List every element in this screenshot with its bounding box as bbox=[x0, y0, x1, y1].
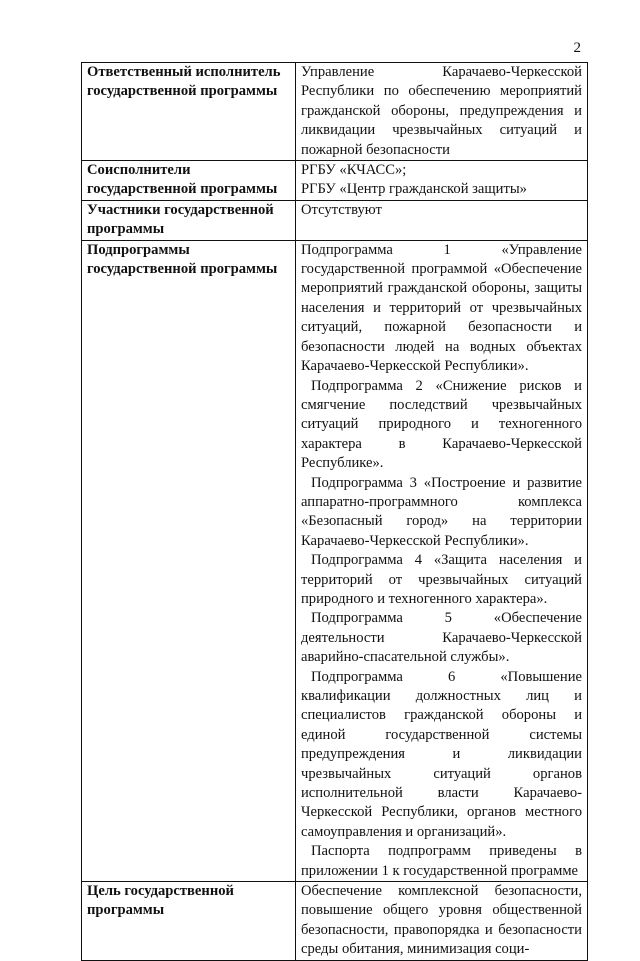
value-paragraph: РГБУ «КЧАСС»; bbox=[301, 162, 407, 179]
subprogram-6: Подпрограмма 6 «Повышение квалификации должностных лиц и специалистов гражданской обороны и единой государственной системы предупреждения и ликвидации чрезвычайных ситуаций органов исполнительной власти Карачаево-Черкесской Республики, органов местного самоуправления и организаций». bbox=[301, 668, 582, 840]
table-row-responsible-executor bbox=[82, 63, 588, 161]
subprogram-2: Подпрограмма 2 «Снижение рисков и смягчение последствий чрезвычайных ситуаций природного и техногенного характера в Карачаево-Черкесской Республике». bbox=[301, 377, 582, 472]
value-paragraph: Обеспечение комплексной безопасности, повышение общего уровня общественной безопасности, правопорядка и безопасности среды обитания, минимизация соци- bbox=[301, 883, 582, 958]
row-value bbox=[296, 882, 588, 961]
subprogram-1: Подпрограмма 1 «Управление государственной программой «Обеспечение мероприятий гражданской обороны, защиты населения и территорий от чрезвычайных ситуаций, пожарной безопасности и безопасности людей на водных объектах Карачаево-Черкесской Республики». bbox=[301, 241, 582, 375]
row-label: Подпрограммы государственной программы bbox=[82, 240, 296, 881]
row-value bbox=[296, 240, 588, 881]
row-label: Цель государственной программы bbox=[82, 882, 296, 961]
table-row-participants bbox=[82, 200, 588, 240]
value-paragraph: Отсутствуют bbox=[301, 201, 382, 218]
row-label: Соисполнители государственной программы bbox=[82, 161, 296, 201]
value-paragraph: Управление Карачаево-Черкесской Республики по обеспечению мероприятий гражданской обороны, предупреждения и ликвидации чрезвычайных ситуаций и пожарной безопасности bbox=[301, 64, 582, 158]
row-value bbox=[296, 200, 588, 240]
value-paragraph: РГБУ «Центр гражданской защиты» bbox=[301, 181, 527, 198]
subprogram-4: Подпрограмма 4 «Защита населения и территорий от чрезвычайных ситуаций природного и техногенного характера». bbox=[301, 552, 582, 607]
table-row-program-goal bbox=[82, 882, 588, 961]
row-value bbox=[296, 161, 588, 201]
program-passport-table bbox=[81, 62, 588, 961]
subprogram-5: Подпрограмма 5 «Обеспечение деятельности Карачаево-Черкесской аварийно-спасательной службы». bbox=[301, 610, 582, 666]
table-row-subprograms bbox=[82, 240, 588, 881]
table-row-co-executors bbox=[82, 161, 588, 201]
row-label: Ответственный исполнитель государственной программы bbox=[82, 63, 296, 161]
row-value bbox=[296, 63, 588, 161]
page-number: 2 bbox=[573, 40, 581, 56]
subprogram-passports-note: Паспорта подпрограмм приведены в приложении 1 к государственной программе bbox=[301, 843, 582, 879]
subprogram-3: Подпрограмма 3 «Построение и развитие аппаратно-программного комплекса «Безопасный город» на территории Карачаево-Черкесской Республики». bbox=[301, 474, 582, 549]
row-label: Участники государственной программы bbox=[82, 200, 296, 240]
